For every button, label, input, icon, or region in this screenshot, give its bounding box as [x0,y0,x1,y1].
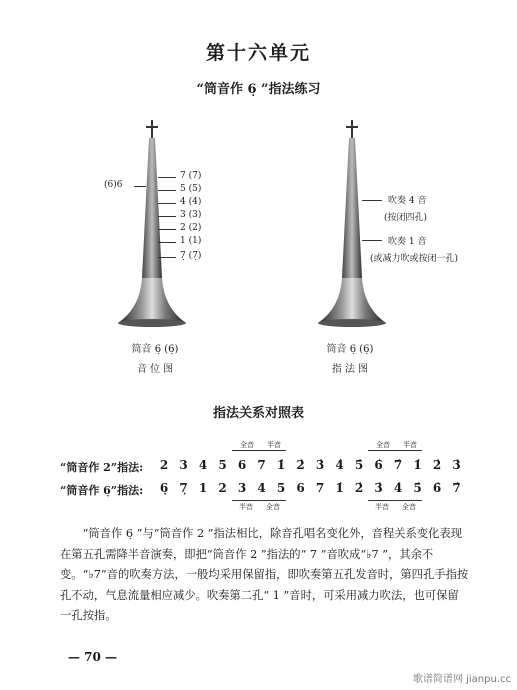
row2-bracket-3: 半音 [368,500,396,512]
left-caption: 音 位 图 [136,364,174,375]
hole-line-2 [158,190,176,191]
row1-bracket-2: 半音 [262,440,286,451]
row2-label: “筒音作 6̣”指法: [60,484,144,497]
row1-note: 7̇ [393,458,403,472]
body-paragraph: “筒音作 6̣ ”与“筒音作 2 ”指法相比，除音孔唱名变化外，音程关系变化表现在第五孔需降半音演奏，即把“筒音作 2 ”指法的“ 7 ”音吹成“♭7 ”，其余不变。“♭7”音的吹奏方法，一般均采用保留指，即吹奏第五孔发音时，第四孔手指按孔不动，气息流量相应减少。吹奏第二孔“ 1 ”音时，可采用减力吹法，也可保留一孔按指。 [60,527,469,622]
row1-note: 3̇ [452,458,461,472]
row1-note: 1̇ [276,458,286,472]
row2-note: 2 [218,481,227,495]
row2-bracket-4: 全音 [396,500,422,512]
row2-note: 6̇ [432,481,442,495]
row1-note: 2̇ [296,458,305,472]
hole-label-1: 7 (7̇) [180,171,202,181]
left-marker-label: (6)6 [104,180,123,190]
hole-line-5 [158,229,176,230]
row1-note: 4̇ [335,458,344,472]
row1-note: 6 [237,458,247,472]
row1-note: 5 [218,458,227,472]
hole-line-4 [158,216,176,217]
annotation-line-bottom [362,240,382,241]
suona-illustration [100,118,220,348]
hole-label-4: 3 (3) [180,210,202,220]
hole-label-5: 2 (2) [180,223,202,233]
annotation-bottom-sub: (或减力吹或按闭一孔) [370,254,459,264]
hole-label-6: 1 (1) [180,236,202,246]
right-bottom-note: 筒音 6̣ (6̣) [326,344,374,355]
left-bottom-note: 筒音 6̣ (6̣) [131,344,179,355]
row2-note: 1 [198,481,208,495]
row1-note: 5̇ [354,458,364,472]
hole-label-7: 7̣ (7̣) [180,251,202,261]
hole-label-2: 5 (5) [180,184,202,194]
hole-line-3 [158,203,176,204]
row2-note: 3̇ [374,481,383,495]
row2-note: 1̇ [335,481,344,495]
annotation-top: 吹奏 4 音 [388,196,427,206]
row1-note: 3 [179,458,188,472]
hole-line-6 [158,242,176,243]
row2-bracket-2: 全音 [260,500,286,512]
annotation-top-sub: (按闭四孔) [384,213,428,223]
row2-note: 3 [237,481,247,495]
right-suona-figure [300,118,420,348]
row1-note: 3̇ [315,458,325,472]
table-title: 指法关系对照表 [212,406,304,421]
row2-note: 5 [276,481,286,495]
hole-label-3: 4 (4) [180,197,202,207]
row1-note: 6̇ [374,458,383,472]
row2-note: 7̇ [452,481,461,495]
row1-bracket-4: 半音 [398,440,422,451]
row1-note: 4 [198,458,208,472]
left-suona-figure [100,118,220,348]
row1-note: 2 [159,458,169,472]
page-title: 第十六单元 [205,42,311,64]
row1-note: 7 [257,458,266,472]
watermark: 歌谱简谱网 jianpu.cc [412,674,511,685]
row1-note: 2̇ [432,458,442,472]
row2-note: 5̇ [413,481,422,495]
row1-note: 1̇ [413,458,422,472]
hole-line-1 [158,177,176,178]
page-number: — 70 — [68,650,118,664]
row2-note: 7 [315,481,325,495]
row2-bracket-1: 半音 [232,500,260,512]
row2-note: 4̇ [393,481,403,495]
suona-illustration [300,118,420,348]
left-marker-line [134,186,146,187]
row2-note: 6 [296,481,305,495]
annotation-bottom: 吹奏 1 音 [388,237,427,247]
row2-note: 4 [257,481,266,495]
hole-line-7 [158,257,176,258]
row1-bracket-3: 全音 [368,440,398,451]
right-caption: 指 法 图 [331,364,369,375]
row2-note: 2̇ [354,481,364,495]
row2-note: 7̣ [179,481,188,495]
annotation-line-top [362,200,382,201]
row2-note: 6̣ [159,481,169,495]
page-subtitle: “筒音作 6̣ ”指法练习 [196,82,321,97]
row1-bracket-1: 全音 [232,440,262,451]
row1-label: “筒音作 2”指法: [60,461,144,474]
